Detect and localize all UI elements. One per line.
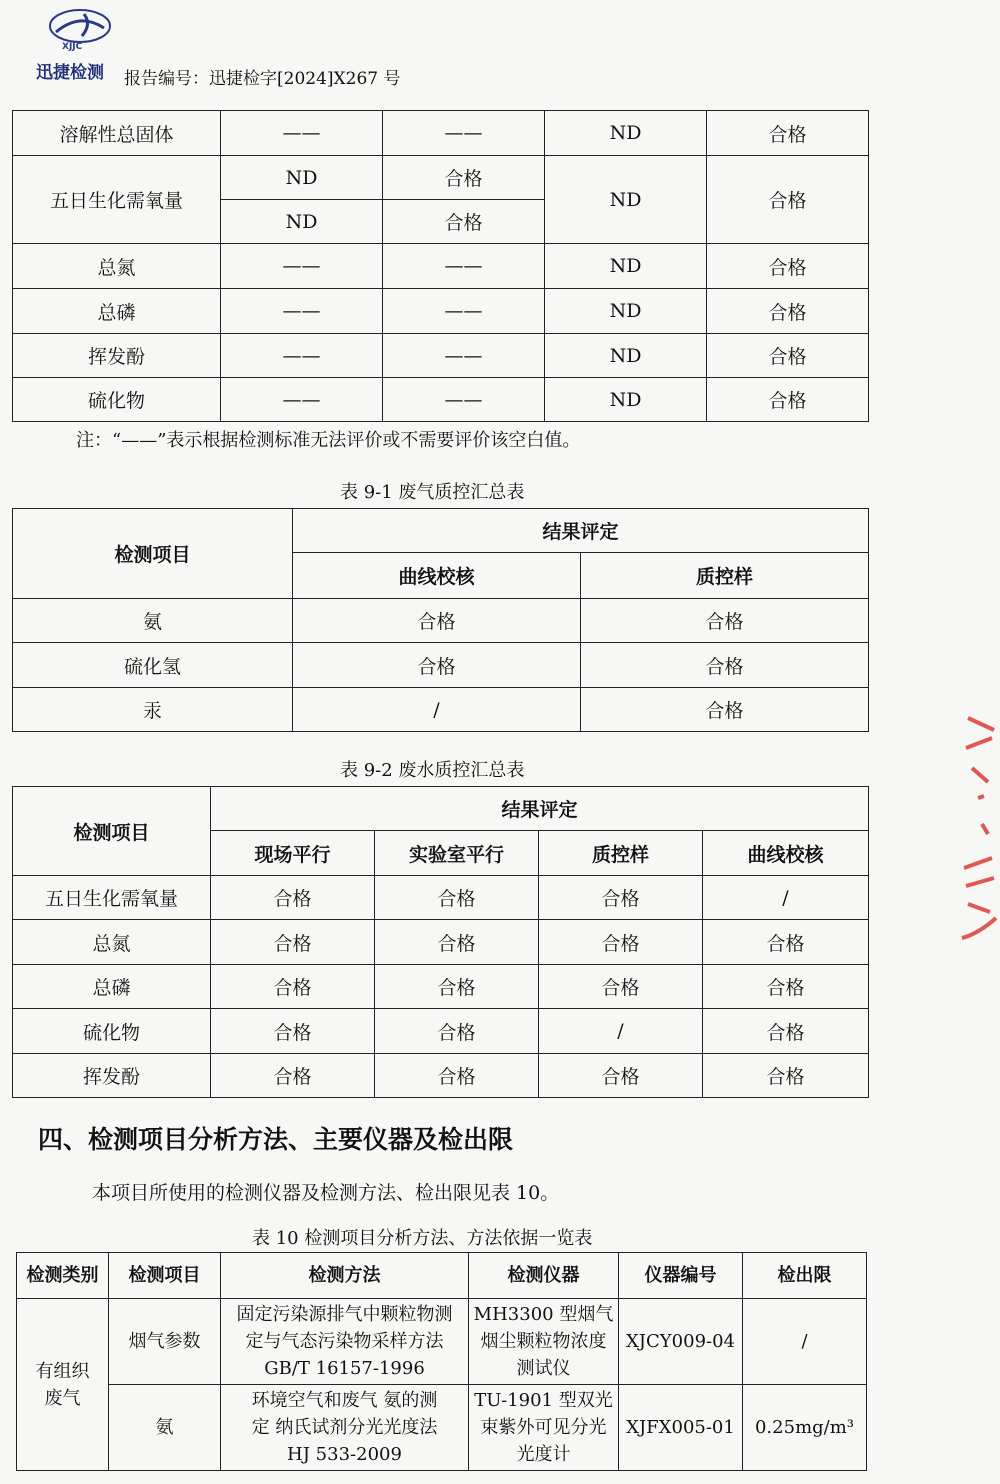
- cell: ND: [545, 111, 707, 156]
- cell-item: 硫化物: [13, 378, 221, 422]
- company-logo: [40, 6, 120, 54]
- cell: 合格: [383, 200, 545, 244]
- cell: /: [539, 1009, 703, 1054]
- cell: 合格: [703, 1054, 869, 1098]
- cell: 合格: [581, 643, 869, 688]
- cell: ND: [545, 244, 707, 289]
- cell-item: 溶解性总固体: [13, 111, 221, 156]
- instrument-line: MH3300 型烟气: [473, 1304, 614, 1325]
- cell-item: 硫化物: [13, 1009, 211, 1054]
- table-header-row: [13, 509, 869, 553]
- cell-item: 氨: [13, 599, 293, 643]
- cell-item: 总氮: [13, 920, 211, 965]
- instrument-line: 烟尘颗粒物浓度: [480, 1331, 607, 1352]
- cell: ——: [383, 334, 545, 378]
- cell-item: 总磷: [13, 965, 211, 1009]
- cell: /: [703, 876, 869, 920]
- cell: ND: [545, 378, 707, 422]
- cell: ——: [383, 244, 545, 289]
- table-row: [17, 1385, 867, 1471]
- cell: 合格: [383, 156, 545, 200]
- cell-limit: 0.25mg/m³: [743, 1385, 867, 1471]
- cell: 合格: [375, 1054, 539, 1098]
- table-9-2-caption: 表 9-2 废水质控汇总表: [340, 760, 525, 781]
- header-col: 曲线校核: [293, 553, 581, 599]
- header-result: 结果评定: [211, 787, 869, 831]
- table-10: [16, 1252, 867, 1471]
- cell: ——: [383, 289, 545, 334]
- table-row: [13, 1009, 869, 1054]
- cell: 合格: [703, 1009, 869, 1054]
- cell: 合格: [707, 378, 869, 422]
- cell: 合格: [293, 599, 581, 643]
- cell: 合格: [293, 643, 581, 688]
- cell-instrument: [469, 1299, 619, 1385]
- cell: /: [293, 688, 581, 732]
- table-row: [13, 111, 869, 156]
- cell: ND: [545, 334, 707, 378]
- cell-category: [17, 1299, 109, 1471]
- cell: ND: [221, 156, 383, 200]
- header-col: 检测项目: [109, 1253, 221, 1299]
- cell: 合格: [703, 965, 869, 1009]
- header-col: 仪器编号: [619, 1253, 743, 1299]
- cell: ND: [545, 156, 707, 244]
- header-col: 质控样: [581, 553, 869, 599]
- table-row: [13, 643, 869, 688]
- cell-item: 总磷: [13, 289, 221, 334]
- category-line: 有组织: [35, 1360, 90, 1382]
- header-col: 检测方法: [221, 1253, 469, 1299]
- instrument-line: TU-1901 型双光: [474, 1390, 613, 1411]
- cell: 合格: [211, 1054, 375, 1098]
- cell: 合格: [211, 965, 375, 1009]
- cell: 合格: [703, 920, 869, 965]
- cell: 合格: [539, 965, 703, 1009]
- table-row: [13, 156, 869, 200]
- header-item: 检测项目: [13, 509, 293, 599]
- cell: 合格: [375, 876, 539, 920]
- cell-item: 烟气参数: [109, 1299, 221, 1385]
- method-line: 环境空气和废气 氨的测: [251, 1390, 438, 1411]
- table-10-caption: 表 10 检测项目分析方法、方法依据一览表: [252, 1228, 593, 1249]
- cell: ——: [383, 111, 545, 156]
- table-row: [13, 289, 869, 334]
- cell-item: 总氮: [13, 244, 221, 289]
- table-row: [13, 965, 869, 1009]
- cell: 合格: [707, 244, 869, 289]
- cell-item: 氨: [109, 1385, 221, 1471]
- method-line: GB/T 16157-1996: [264, 1358, 425, 1379]
- table-9-1: [12, 508, 869, 732]
- header-col: 检出限: [743, 1253, 867, 1299]
- method-line: 定与气态污染物采样方法: [245, 1331, 444, 1352]
- seal-icon: [958, 708, 1000, 948]
- table-row: [13, 599, 869, 643]
- header-col: 实验室平行: [375, 831, 539, 876]
- cell: ——: [221, 111, 383, 156]
- header-col: 质控样: [539, 831, 703, 876]
- cell: 合格: [707, 334, 869, 378]
- cell: 合格: [375, 965, 539, 1009]
- cell: ——: [221, 244, 383, 289]
- table-9-2: [12, 786, 869, 1098]
- cell: 合格: [581, 599, 869, 643]
- header-col: 现场平行: [211, 831, 375, 876]
- table-row: [13, 334, 869, 378]
- cell: ND: [221, 200, 383, 244]
- cell: ——: [221, 334, 383, 378]
- instrument-line: 测试仪: [516, 1358, 571, 1379]
- instrument-line: 束紫外可见分光: [480, 1417, 607, 1438]
- table-row: [13, 876, 869, 920]
- table-header-row: [17, 1253, 867, 1299]
- table-row: [13, 1054, 869, 1098]
- cell: ND: [545, 289, 707, 334]
- cell-item: 挥发酚: [13, 1054, 211, 1098]
- cell-item: 汞: [13, 688, 293, 732]
- cell: 合格: [375, 920, 539, 965]
- logo-name: 迅捷检测: [36, 63, 104, 83]
- cell: 合格: [707, 156, 869, 244]
- cell: 合格: [211, 876, 375, 920]
- header-col: 检测类别: [17, 1253, 109, 1299]
- table-note: 注：“——”表示根据检测标准无法评价或不需要评价该空白值。: [76, 430, 581, 451]
- seal-stamp-fragment: [958, 708, 1000, 948]
- cell: 合格: [211, 1009, 375, 1054]
- section-paragraph: 本项目所使用的检测仪器及检测方法、检出限见表 10。: [92, 1182, 560, 1204]
- header-result: 结果评定: [293, 509, 869, 553]
- header-col: 检测仪器: [469, 1253, 619, 1299]
- table-row: [13, 378, 869, 422]
- cell: 合格: [539, 920, 703, 965]
- cell: 合格: [539, 1054, 703, 1098]
- cell: ——: [383, 378, 545, 422]
- table-row: [13, 244, 869, 289]
- method-line: 固定污染源排气中颗粒物测: [236, 1304, 453, 1325]
- header-col: 曲线校核: [703, 831, 869, 876]
- table-row: [13, 920, 869, 965]
- method-line: 定 纳氏试剂分光光度法: [251, 1417, 438, 1438]
- section-heading: 四、检测项目分析方法、主要仪器及检出限: [38, 1125, 514, 1154]
- method-line: HJ 533-2009: [287, 1444, 402, 1465]
- previous-table: [12, 110, 869, 422]
- instrument-line: 光度计: [516, 1444, 571, 1465]
- cell: ——: [221, 289, 383, 334]
- table-header-row: [13, 787, 869, 831]
- cell: 合格: [707, 111, 869, 156]
- logo-abbr: XJJC: [62, 42, 83, 52]
- table-row: [17, 1299, 867, 1385]
- cell-item: 挥发酚: [13, 334, 221, 378]
- cell-code: XJFX005-01: [619, 1385, 743, 1471]
- cell: 合格: [707, 289, 869, 334]
- cell: 合格: [211, 920, 375, 965]
- cell: 合格: [375, 1009, 539, 1054]
- cell-code: XJCY009-04: [619, 1299, 743, 1385]
- table-9-1-caption: 表 9-1 废气质控汇总表: [340, 482, 525, 503]
- report-number: 报告编号：迅捷检字[2024]X267 号: [124, 69, 401, 89]
- cell: ——: [221, 378, 383, 422]
- cell: 合格: [581, 688, 869, 732]
- cell: 合格: [539, 876, 703, 920]
- cell-item: 硫化氢: [13, 643, 293, 688]
- cell-method: [221, 1299, 469, 1385]
- cell-item: 五日生化需氧量: [13, 156, 221, 244]
- cell-method: [221, 1385, 469, 1471]
- table-row: [13, 688, 869, 732]
- category-line: 废气: [44, 1387, 81, 1409]
- cell-instrument: [469, 1385, 619, 1471]
- cell-item: 五日生化需氧量: [13, 876, 211, 920]
- cell-limit: /: [743, 1299, 867, 1385]
- header-item: 检测项目: [13, 787, 211, 876]
